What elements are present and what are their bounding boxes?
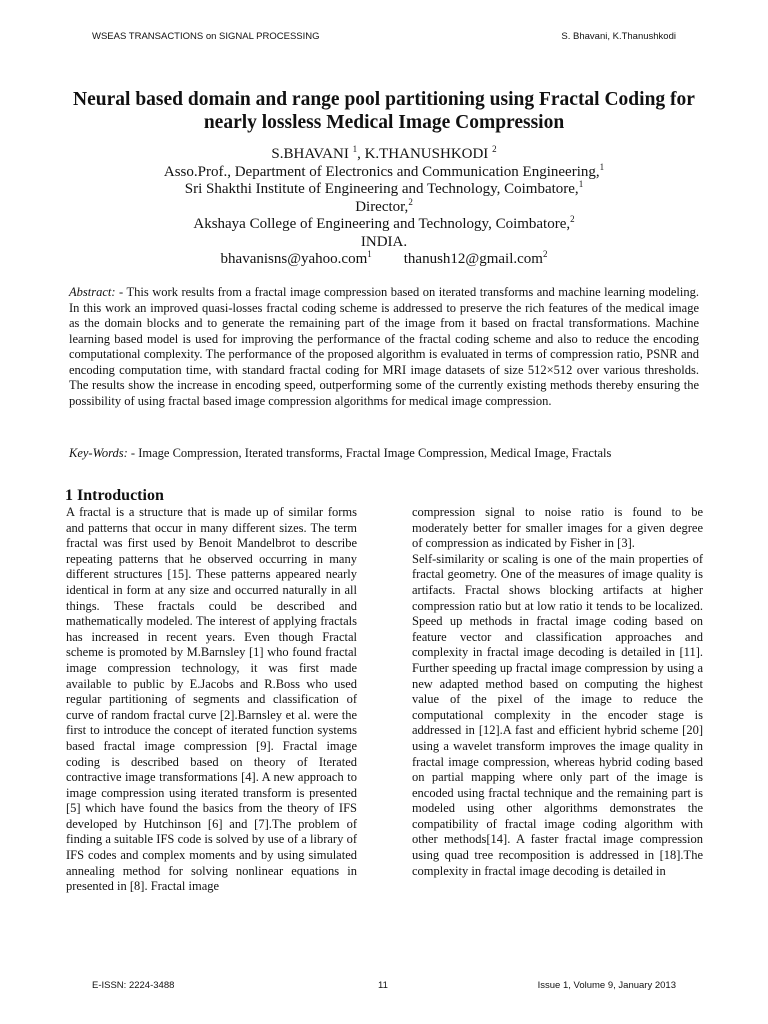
affiliation-line-4: Akshaya College of Engineering and Technology, Coimbatore,$^2$	[193, 214, 575, 232]
abstract	[69, 285, 699, 409]
footer-page-number: 11	[378, 980, 388, 991]
keywords-text: - Image Compression, Iterated transforms, Fractal Image Compression, Medical Image, Fractals	[127, 446, 612, 460]
author-emails: bhavanisns@yahoo.com$^1$ thanush12@gmail.com$^2$	[220, 249, 548, 267]
keywords-label: Key-Words:	[69, 446, 128, 460]
running-header-journal: WSEAS TRANSACTIONS on SIGNAL PROCESSING	[92, 31, 320, 42]
affiliation-line-3: Director,$^2$	[355, 196, 413, 215]
email-2[interactable]: thanush12@gmail.com	[403, 251, 543, 267]
email-1[interactable]: bhavanisns@yahoo.com	[220, 251, 368, 267]
footer-issn: E-ISSN: 2224-3488	[92, 980, 175, 991]
body-column-right	[412, 505, 703, 879]
paragraph: compression signal to noise ratio is found to be moderately better for smaller images for a given degree of compression as indicated by Fisher in [3].	[412, 505, 703, 551]
affiliation-line-2: Sri Shakthi Institute of Engineering and Technology, Coimbatore,$^1$	[184, 179, 584, 197]
paragraph: A fractal is a structure that is made up of similar forms and patterns that occur in many different sizes. The term fractal was first used by Benoit Mandelbrot to describe repeating patterns that he observed occurring in many different structures [15]. These patterns appeared nearly identical in form at any size and occurred naturally in all things. These fractals could be described and mathematically modeled. The interest of applying fractals has increased in recent years. Even though Fractal scheme is promoted by M.Barnsley [1] who found fractal image compression technology, it was first made available to public by E.Jacobs and R.Boss who used regular partitioning of segments and classification of curve of random fractal curve [2].Barnsley et al. were the first to introduce the concept of iterated function systems based fractal image compression [9]. Fractal image coding is described based on theory of Iterated contractive image transformations [4]. A new approach to image compression using iterated transform is presented [5] which have found the basics from the theory of IFS developed by Hutchinson [6] and [7].The problem of finding a suitable IFS code is solved by use of a library of IFS codes and complex moments and by using simulated annealing method for solving nonlinear equations in presented in [8]. Fractal image	[66, 505, 357, 894]
paper-title: Neural based domain and range pool partitioning using Fractal Coding for nearly lossless Medical Image Compression	[73, 89, 695, 133]
abstract-label: Abstract:	[69, 285, 116, 299]
paragraph: Self-similarity or scaling is one of the main properties of fractal geometry. One of the measures of image quality is artifacts. Fractal shows blocking artifacts at higher compression ratio but at low ratio it tends to be localized. Speed up methods in fractal image coding based on feature vector and classification approaches and complexity in fractal image decoding is detailed in [11]. Further speeding up fractal image compression by using a new adapted method based on computing the highest value of the pixel of the image to reduce the computational complexity in the encoder stage is addressed in [12].A fast and efficient hybrid scheme [20] using a wavelet transform improves the image quality in fractal image compression, whereas hybrid coding based on partial mapping where only part of the image is encoded using fractal technique and the remaining part is modeled using other algorithms demonstrates the compatibility of fractal image coding algorithm with other methods[14]. A faster fractal image compression using quad tree recomposition is addressed in [18].The complexity in fractal image decoding is detailed in	[412, 551, 703, 878]
abstract-text: - This work results from a fractal image compression based on iterated transforms and machine learning modeling. In this work an improved quasi-losses fractal coding scheme is addressed to preserve the rich features of the medical image as the domain blocks and to generate the remaining part of the image from it based on fractal transformations. Machine learning based model is used for improving the performance of the fractal coding scheme and also to reduce the encoding computational complexity. The performance of the proposed algorithm is evaluated in terms of compression ratio, PSNR and encoding computation time, with standard fractal coding for MRI image datasets of size 512×512 over various thresholds. The results show the increase in encoding speed, outperforming some of the currently existing methods thereby ensuring the possibility of using fractal based image compression algorithms for medical image compression.	[69, 285, 699, 408]
body-column-left	[66, 505, 357, 895]
country: INDIA.	[360, 233, 408, 250]
author-names: S.BHAVANI $^1$, K.THANUSHKODI $^2$	[271, 144, 497, 162]
author-block	[60, 146, 708, 269]
affiliation-line-1: Asso.Prof., Department of Electronics and Communication Engineering,$^1$	[163, 161, 605, 180]
footer-issue: Issue 1, Volume 9, January 2013	[537, 980, 676, 991]
section-heading: 1 Introduction	[65, 487, 164, 504]
running-header-authors: S. Bhavani, K.Thanushkodi	[561, 31, 676, 42]
keywords	[69, 446, 699, 462]
